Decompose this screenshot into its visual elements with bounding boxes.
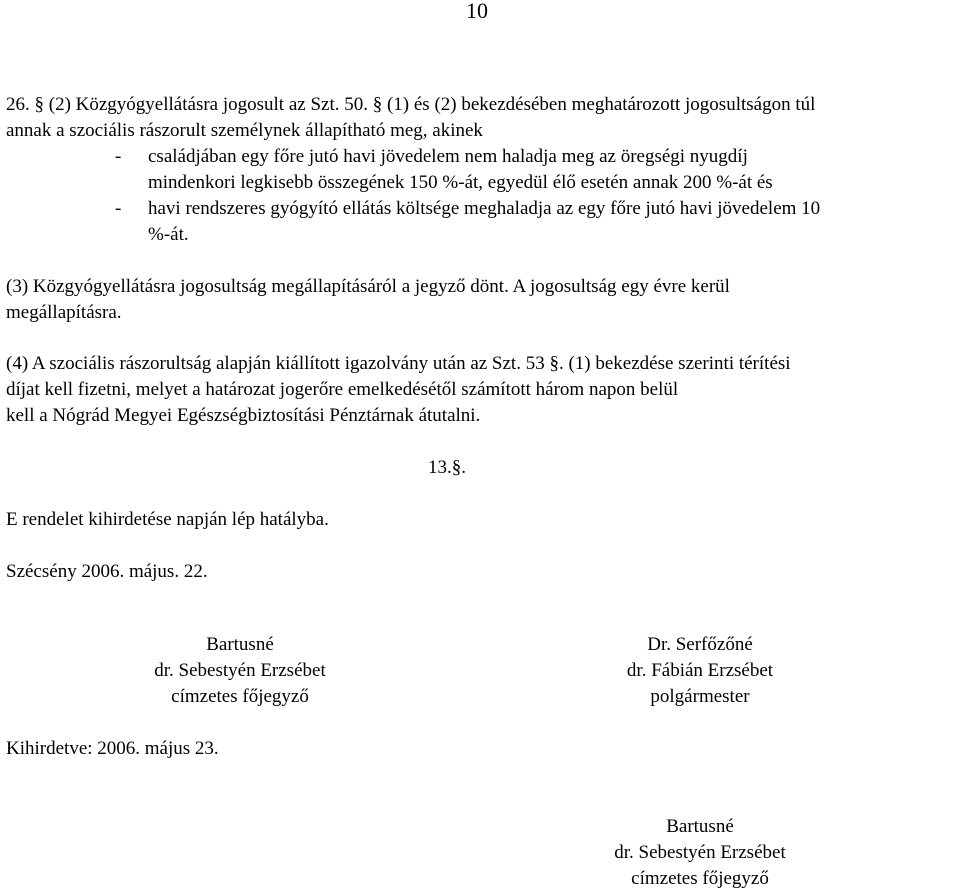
section-13-text: E rendelet kihirdetése napján lép hatályba. [6,509,329,530]
signature-title-line: polgármester [650,686,750,707]
bullet-marker: - [115,146,122,167]
paragraph-4-line-3: kell a Nógrád Megyei Egészségbiztosítási Pénztárnak átutalni. [6,405,481,426]
signature-title-line: címzetes főjegyző [631,868,769,889]
signature-name-line: dr. Sebestyén Erzsébet [614,842,786,863]
signature-name-line: dr. Fábián Erzsébet [626,660,774,681]
signature-right [550,632,850,710]
bullet-1-line-2: mindenkori legkisebb összegének 150 %-át, egyedül élő esetén annak 200 %-át és [148,172,773,193]
paragraph-4-line-1: (4) A szociális rászorultság alapján kiállított igazolvány után az Szt. 53 §. (1) bekezdése szerinti térítési [6,353,791,374]
signature-name-line: Bartusné [206,634,274,655]
section-13-heading: 13.§. [428,457,466,478]
bullet-marker: - [115,198,122,219]
paragraph-3-line-2: megállapításra. [6,302,122,323]
signature-left [90,632,390,710]
signature-name-line: Bartusné [666,816,734,837]
signature-name-line: Dr. Serfőzőné [647,634,753,655]
paragraph-4-line-2: díjat kell fizetni, melyet a határozat jogerőre emelkedésétől számított három napon belül [6,379,679,400]
bullet-1-line-1: családjában egy főre jutó havi jövedelem nem haladja meg az öregségi nyugdíj [148,146,748,167]
paragraph-3-line-1: (3) Közgyógyellátásra jogosultság megállapításáról a jegyző dönt. A jogosultság egy évre kerül [6,276,730,297]
section-26-line-1: 26. § (2) Közgyógyellátásra jogosult az Szt. 50. § (1) és (2) bekezdésében meghatározott jogosultságon túl [6,94,816,115]
signature-name-line: dr. Sebestyén Erzsébet [154,660,326,681]
page-number: 10 [466,0,488,23]
bullet-2-line-2: %-át. [148,224,189,245]
place-and-date: Szécsény 2006. május. 22. [6,561,208,582]
bullet-2-line-1: havi rendszeres gyógyító ellátás költsége meghaladja az egy főre jutó havi jövedelem 10 [148,198,821,219]
announcement-date: Kihirdetve: 2006. május 23. [6,738,219,759]
section-26-line-2: annak a szociális rászorult személynek állapítható meg, akinek [6,120,483,141]
signature-bottom [550,814,850,892]
signature-title-line: címzetes főjegyző [171,686,309,707]
